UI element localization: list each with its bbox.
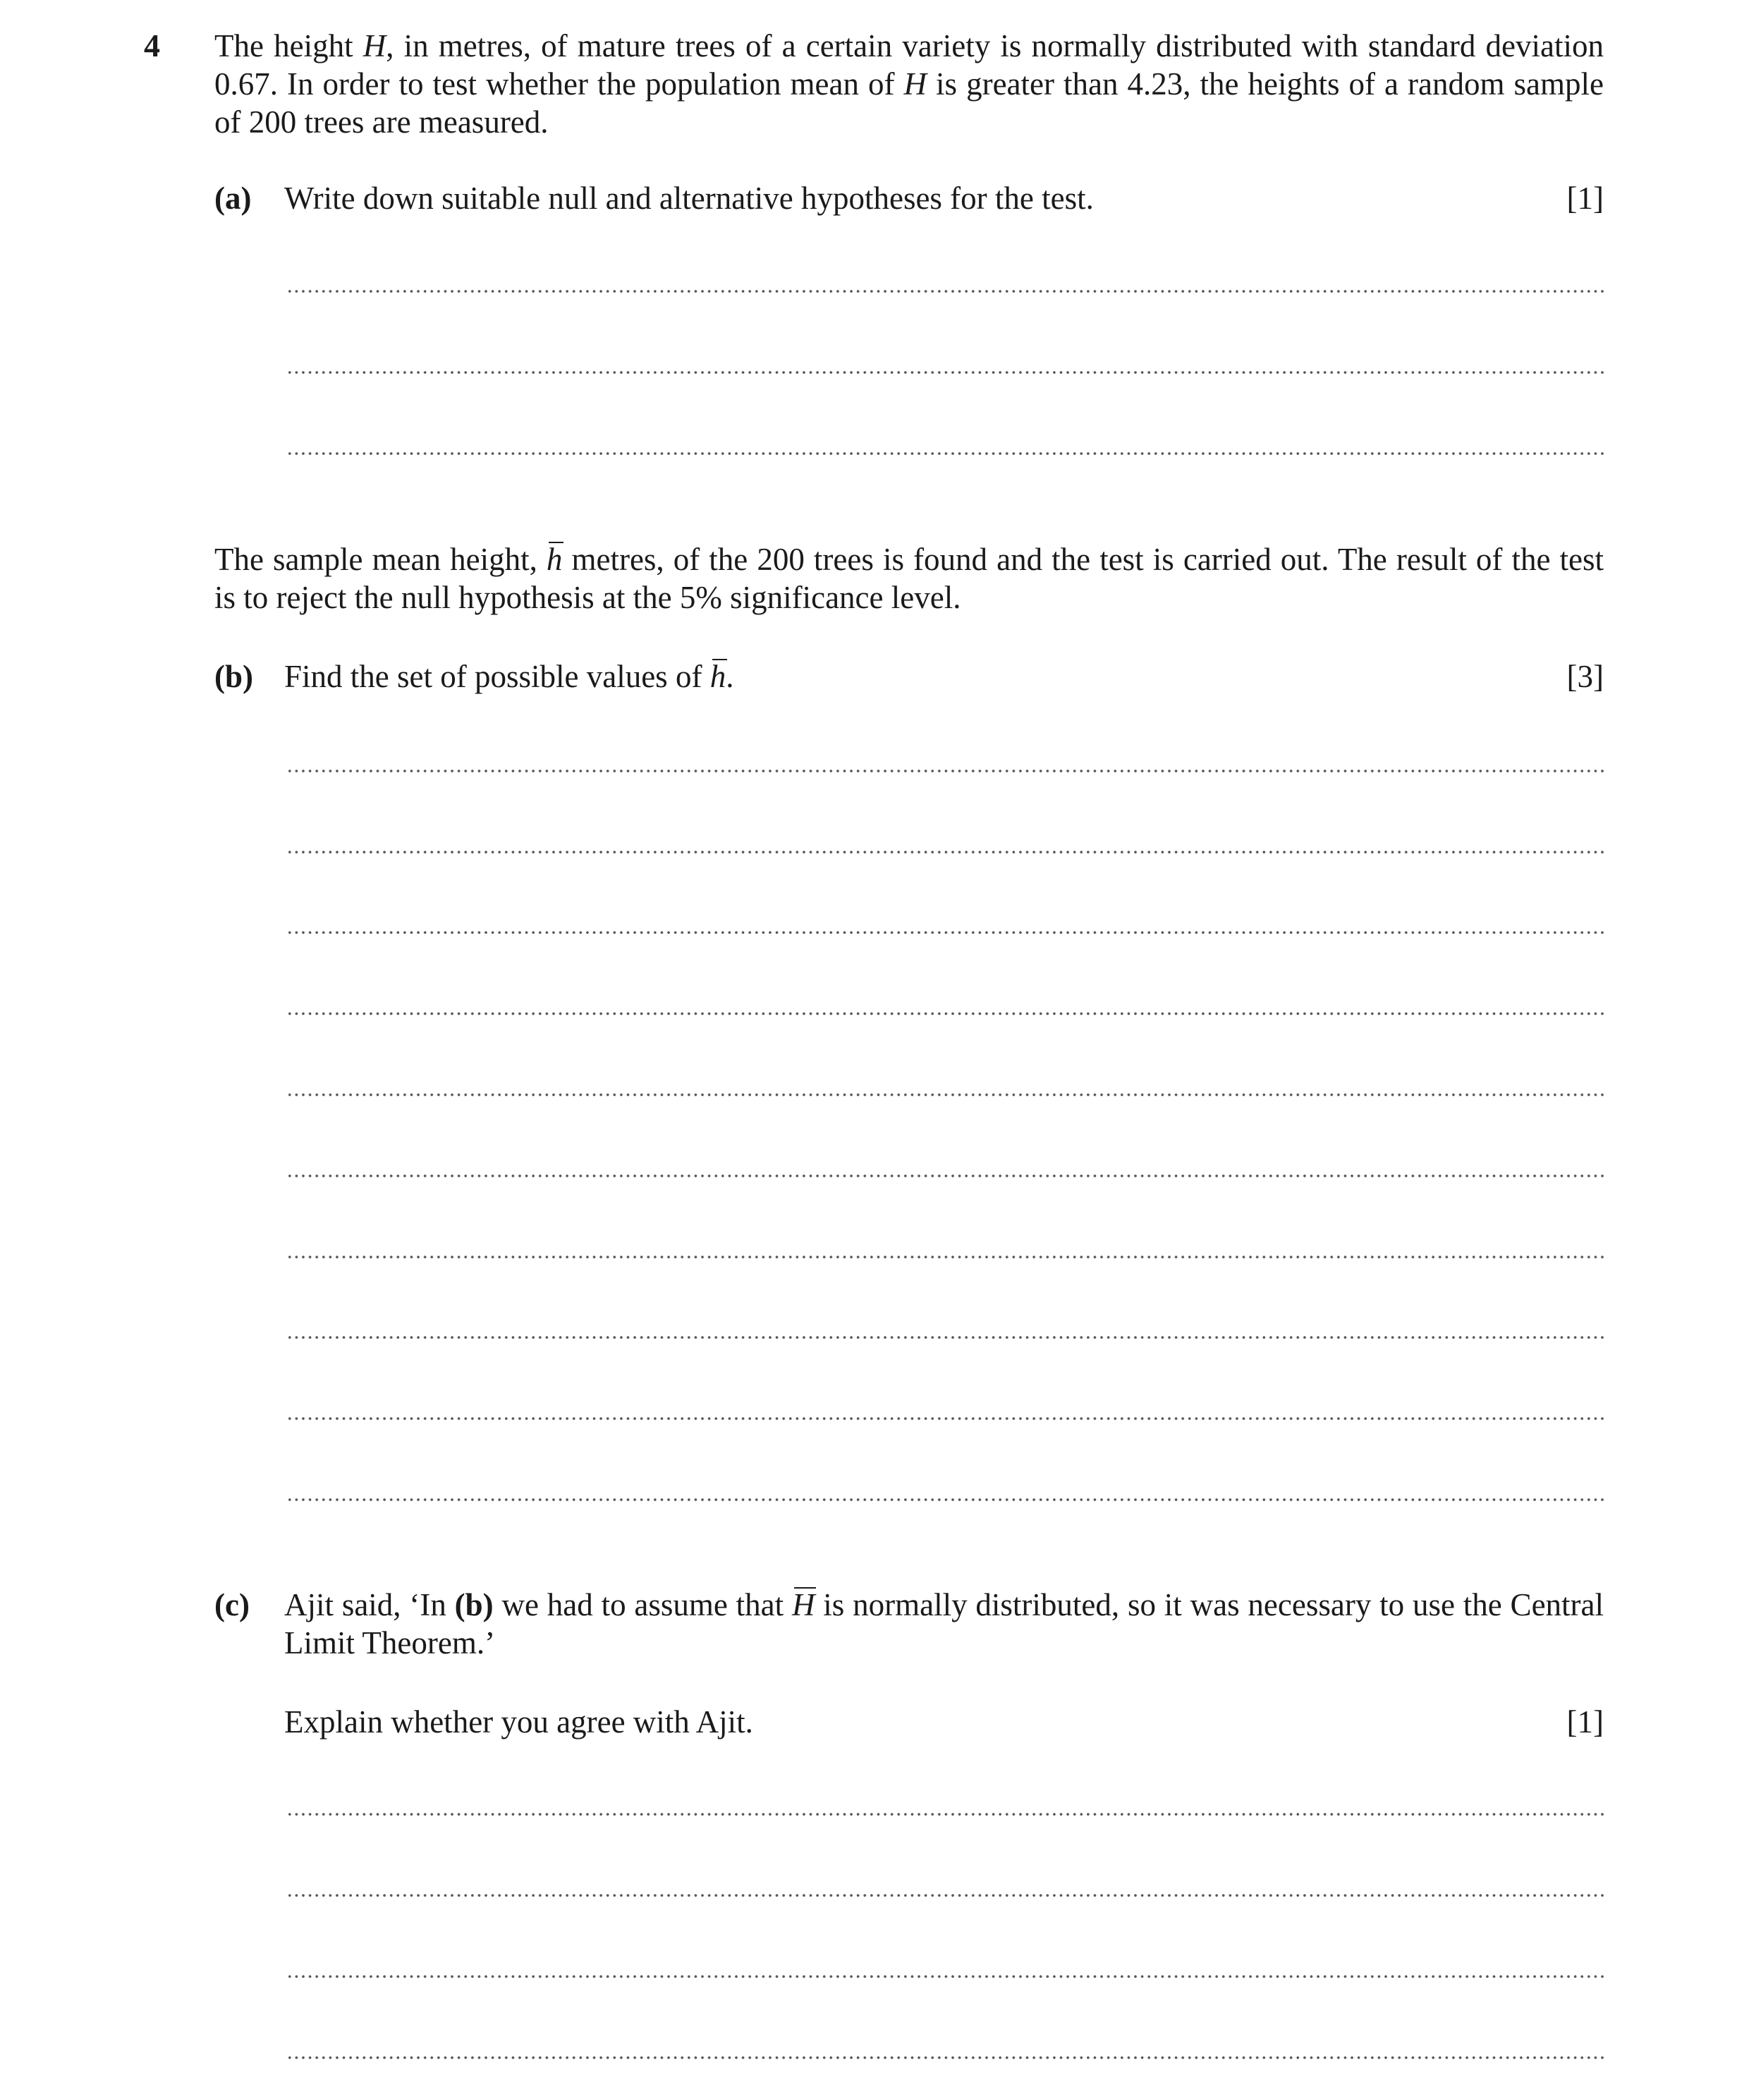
part-a-text: Write down suitable null and alternative hypotheses for the test. bbox=[284, 181, 1094, 216]
answer-line[interactable] bbox=[286, 1012, 1604, 1016]
part-a-label: (a) bbox=[214, 181, 252, 216]
answer-line[interactable] bbox=[286, 1498, 1604, 1502]
answer-line[interactable] bbox=[286, 370, 1604, 375]
part-a-marks: [1] bbox=[1566, 181, 1604, 216]
answer-line[interactable] bbox=[286, 1416, 1604, 1421]
part-c-instruction: Explain whether you agree with Ajit. bbox=[284, 1704, 753, 1740]
answer-line[interactable] bbox=[286, 1335, 1604, 1340]
answer-line[interactable] bbox=[286, 451, 1604, 456]
answer-line[interactable] bbox=[286, 850, 1604, 854]
answer-line[interactable] bbox=[286, 769, 1604, 773]
part-c-label: (c) bbox=[214, 1587, 250, 1622]
part-b-marks: [3] bbox=[1566, 659, 1604, 694]
answer-line[interactable] bbox=[286, 1174, 1604, 1178]
answer-line[interactable] bbox=[286, 289, 1604, 293]
question-number: 4 bbox=[144, 28, 160, 63]
part-c-statement: Ajit said, ‘In (b) we had to assume that H is normally distributed, so it was necessary to use the Central Limit Theorem.’ bbox=[284, 1587, 1604, 1661]
answer-line[interactable] bbox=[286, 1093, 1604, 1097]
answer-line[interactable] bbox=[286, 1255, 1604, 1259]
sample-mean-paragraph: The sample mean height, h metres, of the 200 trees is found and the test is carried out. The result of the test is to reject the null hypothesis at the 5% significance level. bbox=[214, 542, 1604, 615]
answer-line[interactable] bbox=[286, 1812, 1604, 1816]
answer-line[interactable] bbox=[286, 930, 1604, 935]
answer-line[interactable] bbox=[286, 1974, 1604, 1979]
answer-line[interactable] bbox=[286, 2056, 1604, 2060]
question-intro: The height H, in metres, of mature trees of a certain variety is normally distributed with standard deviation 0.67. In order to test whether the population mean of H is greater than 4.23, the heights of a random sample of 200 trees are measured. bbox=[214, 28, 1604, 140]
answer-line[interactable] bbox=[286, 1893, 1604, 1898]
part-b-text: Find the set of possible values of h. bbox=[284, 659, 734, 694]
part-b-label: (b) bbox=[214, 659, 253, 694]
part-c-marks: [1] bbox=[1566, 1704, 1604, 1740]
